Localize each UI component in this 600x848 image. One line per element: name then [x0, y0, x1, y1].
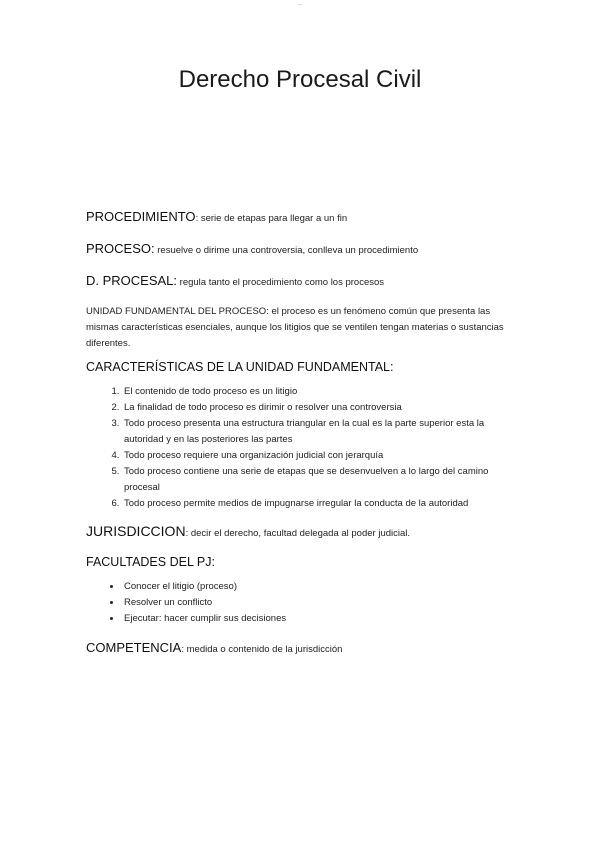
definition-term: PROCEDIMIENTO	[86, 209, 196, 224]
definition-competencia	[86, 639, 516, 659]
caracteristicas-heading: CARACTERÍSTICAS DE LA UNIDAD FUNDAMENTAL:	[86, 360, 394, 374]
definition-procedimiento	[86, 208, 516, 228]
document-title: Derecho Procesal Civil	[178, 66, 422, 93]
list-item: 3. Todo proceso presenta una estructura triangular en la cual es la parte superior esta la autoridad y en las posteriores las partes	[122, 416, 516, 448]
definition-term: JURISDICCION	[86, 523, 186, 539]
unidad-fundamental-paragraph: UNIDAD FUNDAMENTAL DEL PROCESO: el proceso es un fenómeno común que presenta las mismas características esenciales, aunque los litigios que se ventilen tengan materias o sustancias diferentes.	[86, 306, 504, 349]
definition-term: COMPETENCIA	[86, 640, 182, 655]
list-item: • Resolver un conflicto	[122, 595, 516, 611]
definition-description: : decir el derecho, facultad delegada al poder judicial.	[185, 528, 411, 539]
caracteristicas-list	[86, 384, 516, 512]
facultades-heading: FACULTADES DEL PJ:	[86, 555, 215, 569]
definition-description: regula tanto el procedimiento como los procesos	[177, 277, 385, 288]
definition-term: D. PROCESAL:	[86, 273, 178, 288]
definition-description: : medida o contenido de la jurisdicción	[181, 644, 343, 655]
definition-jurisdiccion	[86, 522, 516, 543]
list-item: 1. El contenido de todo proceso es un litigio	[122, 384, 516, 400]
facultades-list	[86, 579, 516, 627]
list-item: 4. Todo proceso requiere una organización judicial con jerarquía	[122, 448, 516, 464]
list-item: 5. Todo proceso contiene una serie de etapas que se desenvuelven a lo largo del camino procesal	[122, 464, 516, 496]
list-item: 2. La finalidad de todo proceso es dirimir o resolver una controversia	[122, 400, 516, 416]
definition-description: : serie de etapas para llegar a un fin	[195, 213, 348, 224]
header-mark: ....	[297, 1, 303, 7]
definition-proceso	[86, 240, 516, 260]
list-item: • Ejecutar: hacer cumplir sus decisiones	[122, 611, 516, 627]
list-item: 6. Todo proceso permite medios de impugnarse irregular la conducta de la autoridad	[122, 496, 516, 512]
definition-derecho-procesal	[86, 272, 516, 292]
definition-term: PROCESO:	[86, 241, 155, 256]
definition-description: resuelve o dirime una controversia, conlleva un procedimiento	[154, 245, 419, 256]
document-body	[86, 208, 516, 671]
list-item: • Conocer el litigio (proceso)	[122, 579, 516, 595]
